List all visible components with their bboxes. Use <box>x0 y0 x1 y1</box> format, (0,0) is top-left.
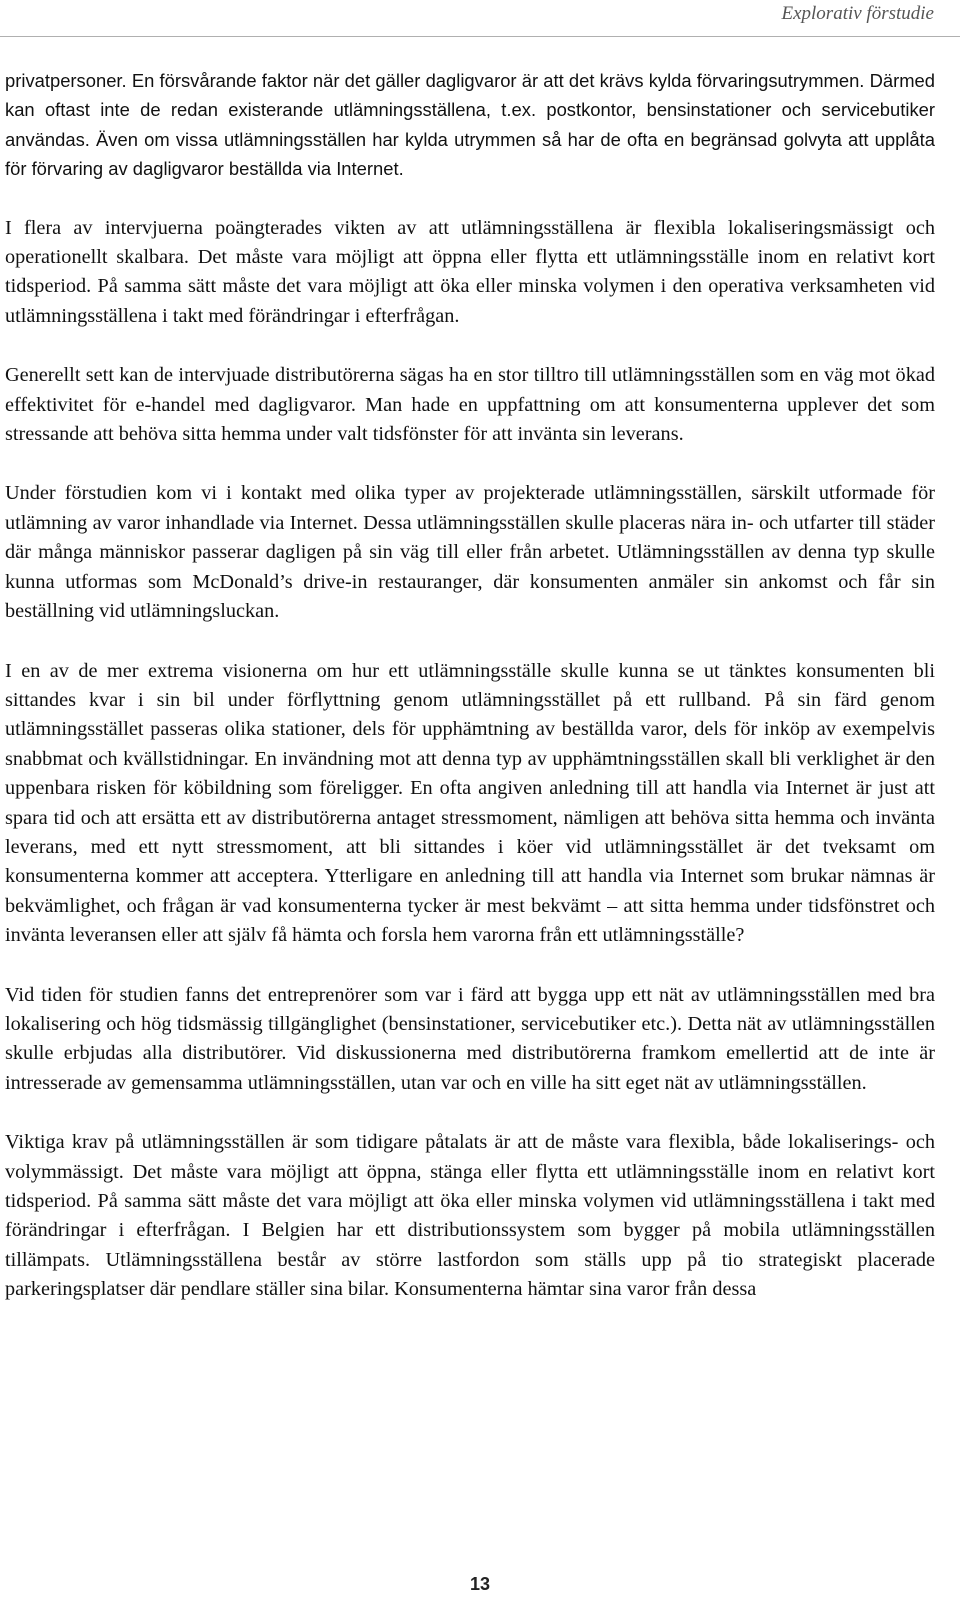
document-body <box>5 66 935 1305</box>
header-divider <box>0 36 960 37</box>
body-paragraph-4: Under förstudien kom vi i kontakt med olika typer av projekterade utlämningsställen, särskilt utformade för utlämning av varor inhandlade via Internet. Dessa utlämningsställen skulle placeras nära in- och utfarter till städer där många människor passerar dagligen på sin väg till eller från arbetet. Utlämningsställen av denna typ skulle kunna utformas som McDonald’s drive-in restauranger, där konsumenten anmäler sin ankomst och får sin beställning vid utlämningsluckan. <box>5 482 935 623</box>
body-paragraph-7: Viktiga krav på utlämningsställen är som tidigare påtalats är att de måste vara flexibla, både lokaliserings- och volymmässigt. Det måste vara möjligt att öppna, stänga eller flytta ett utlämningsställe inom en relativt kort tidsperiod. På samma sätt måste det vara möjligt att öka eller minska volymen vid utlämningsställena i takt med förändringar i efterfrågan. I Belgien har ett distributionssystem som bygger på mobila utlämningsställen tillämpats. Utlämningsställena består av större lastfordon som ställs upp på tio strategiskt placerade parkeringsplatser där pendlare ställer sina bilar. Konsumenterna hämtar sina varor från dessa <box>5 1131 935 1301</box>
body-paragraph-1: privatpersoner. En försvårande faktor när det gäller dagligvaror är att det krävs kylda förvaringsutrymmen. Därmed kan oftast inte de redan existerande utlämningsställena, t.ex. postkontor, bensinstationer och servicebutiker användas. Även om vissa utlämningsställen har kylda utrymmen så har de ofta en begränsad golvyta att upplåta för förvaring av dagligvaror beställda via Internet. <box>5 70 935 180</box>
body-paragraph-6: Vid tiden för studien fanns det entreprenörer som var i färd att bygga upp ett nät av utlämningsställen med bra lokalisering och hög tidsmässig tillgänglighet (bensinstationer, servicebutiker etc.). Detta nät av utlämningsställen skulle erbjudas alla distributörer. Vid diskussionerna med distributörerna framkom emellertid att de inte är intresserade av gemensamma utlämningsställen, utan var och en ville ha sitt eget nät av utlämningsställen. <box>5 983 935 1094</box>
page-number: 13 <box>469 1574 491 1594</box>
running-header-title: Explorativ förstudie <box>781 3 934 24</box>
body-paragraph-2: I flera av intervjuerna poängterades vikten av att utlämningsställena är flexibla lokaliseringsmässigt och operationellt skalbara. Det måste vara möjligt att öppna eller flytta ett utlämningsställe inom en relativt kort tidsperiod. På samma sätt måste det vara möjligt att öka eller minska volymen i den operativa verksamheten vid utlämningsställena i takt med förändringar i efterfrågan. <box>5 216 935 327</box>
page-header <box>0 0 960 38</box>
body-paragraph-3: Generellt sett kan de intervjuade distributörerna sägas ha en stor tilltro till utlämningsställen som en väg mot ökad effektivitet för e-handel med dagligvaror. Man hade en uppfattning om att konsumenterna upplever det som stressande att behöva sitta hemma under valt tidsfönster för att invänta sin leverans. <box>5 364 935 446</box>
body-paragraph-5: I en av de mer extrema visionerna om hur ett utlämningsställe skulle kunna se ut tänktes konsumenten bli sittandes kvar i sin bil under förflyttning genom utlämningsstället på ett rullband. På sin färd genom utlämningsstället passeras olika stationer, dels för upphämtning av beställda varor, dels för inköp av exempelvis snabbmat och kvällstidningar. En invändning mot att denna typ av upphämtningsställen skall bli verklighet är den uppenbara risken för köbildning som föreligger. En ofta angiven anledning till att handla via Internet är just att spara tid och att ersätta ett av distributörerna antaget stressmoment, nämligen att behöva sitta hemma och invänta leverans, med ett nytt stressmoment, att bli sittandes i köer vid utlämningsstället är det tveksamt om konsumenterna kommer att acceptera. Ytterligare en anledning till att handla via Internet som brukar nämnas är bekvämlighet, och frågan är vad konsumenterna tycker är mest bekvämt – att sitta hemma under tidsfönstret och invänta leveransen eller att själv få hämta och forsla hem varorna från ett utlämningsställe? <box>5 659 935 947</box>
